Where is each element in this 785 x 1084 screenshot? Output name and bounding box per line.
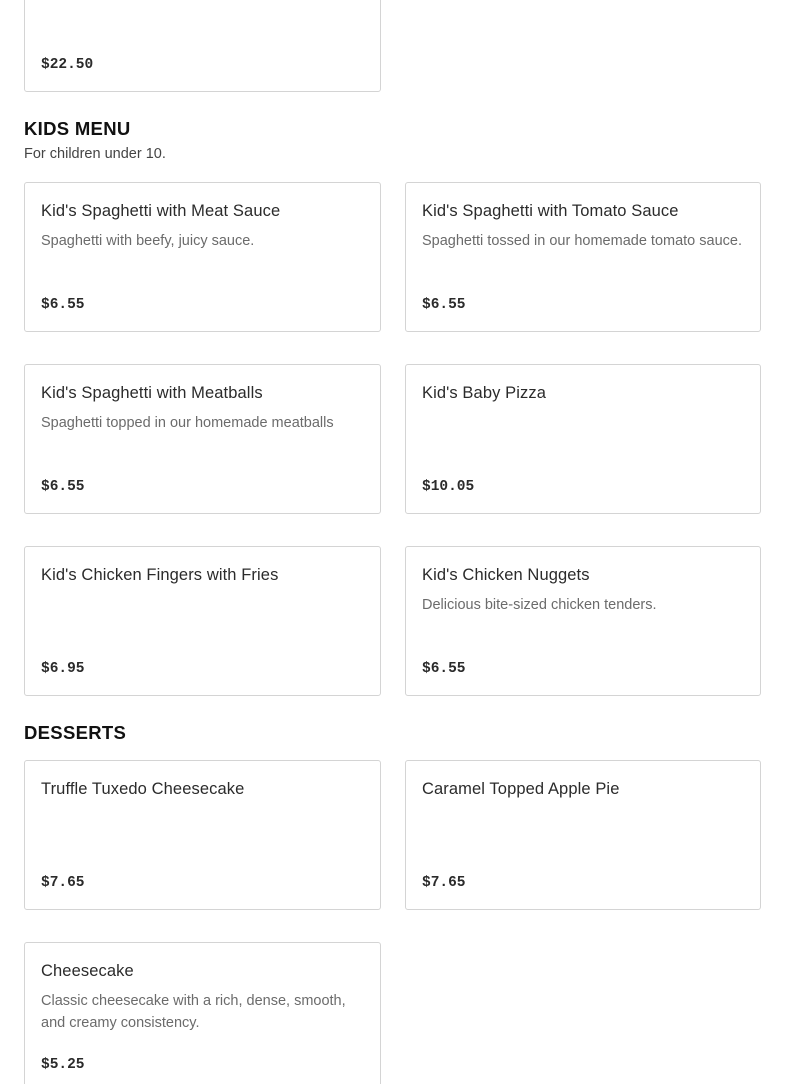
menu-item-card[interactable]	[405, 760, 761, 910]
menu-item-price: $7.65	[422, 875, 466, 891]
menu-item-price: $6.55	[41, 479, 85, 495]
menu-item-price: $10.05	[422, 479, 475, 495]
menu-item-name: Truffle Tuxedo Cheesecake	[41, 780, 245, 798]
section-title-kids-menu: KIDS MENU	[24, 118, 131, 139]
menu-item-card[interactable]	[24, 942, 381, 1084]
section-title-desserts: DESSERTS	[24, 722, 127, 743]
menu-item-card[interactable]	[24, 0, 381, 92]
menu-item-name: Kid's Spaghetti with Meatballs	[41, 384, 263, 402]
menu-item-price: $6.95	[41, 661, 85, 677]
menu-item-name: Kid's Baby Pizza	[422, 384, 546, 402]
menu-item-card[interactable]	[24, 546, 381, 696]
menu-item-name: Kid's Spaghetti with Tomato Sauce	[422, 202, 679, 220]
menu-item-description: Spaghetti topped in our homemade meatballs	[41, 415, 334, 431]
menu-item-card[interactable]	[405, 364, 761, 514]
menu-item-card[interactable]	[24, 364, 381, 514]
menu-item-price: $6.55	[422, 661, 466, 677]
menu-item-price: $5.25	[41, 1057, 85, 1073]
menu-item-price: $22.50	[41, 57, 94, 73]
section-subtitle-kids-menu: For children under 10.	[24, 146, 166, 162]
menu-item-name: Kid's Chicken Fingers with Fries	[41, 566, 279, 584]
menu-item-name: Caramel Topped Apple Pie	[422, 780, 620, 798]
menu-item-price: $6.55	[422, 297, 466, 313]
menu-item-name: Kid's Chicken Nuggets	[422, 566, 590, 584]
menu-item-price: $7.65	[41, 875, 85, 891]
menu-item-description: Delicious bite-sized chicken tenders.	[422, 597, 657, 613]
menu-item-card[interactable]	[24, 760, 381, 910]
menu-item-price: $6.55	[41, 297, 85, 313]
menu-item-description: Spaghetti tossed in our homemade tomato sauce.	[422, 233, 742, 249]
menu-item-description: Spaghetti with beefy, juicy sauce.	[41, 233, 255, 249]
menu-item-card[interactable]	[24, 182, 381, 332]
menu-item-description: Classic cheesecake with a rich, dense, smooth, and creamy consistency.	[41, 993, 346, 1031]
menu-item-name: Cheesecake	[41, 962, 134, 980]
menu-item-card[interactable]	[405, 546, 761, 696]
menu-item-name: Kid's Spaghetti with Meat Sauce	[41, 202, 281, 220]
menu-item-card[interactable]	[405, 182, 761, 332]
